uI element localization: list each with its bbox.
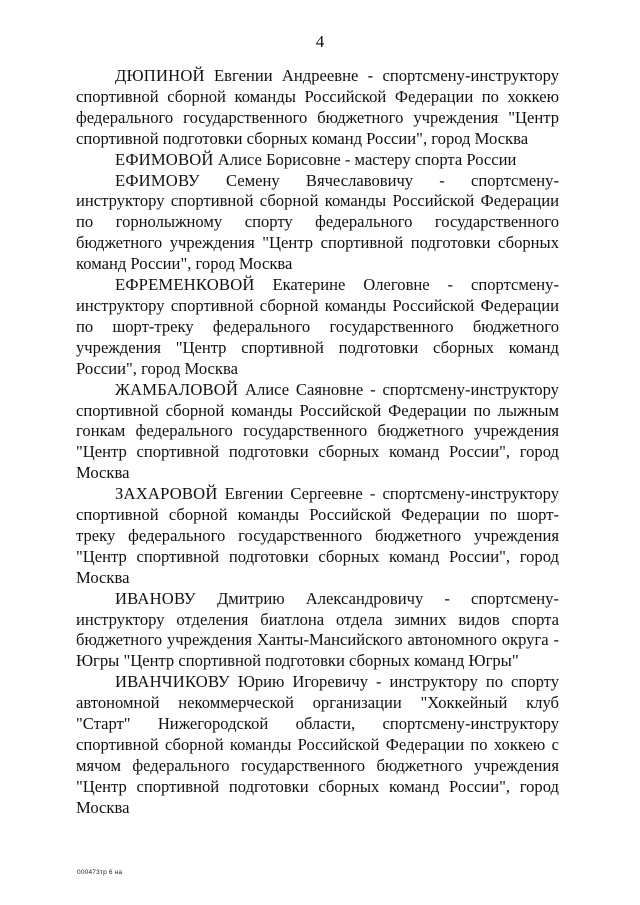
entry-surname: ЕФИМОВУ bbox=[115, 170, 200, 190]
entry-surname: ИВАНОВУ bbox=[115, 588, 196, 608]
entry-surname: ЕФИМОВОЙ bbox=[115, 149, 214, 169]
list-item bbox=[76, 380, 559, 485]
page-number: 4 bbox=[315, 32, 325, 51]
entry-surname: ЖАМБАЛОВОЙ bbox=[115, 379, 239, 399]
list-item bbox=[76, 589, 559, 673]
entry-surname: ЗАХАРОВОЙ bbox=[115, 484, 218, 504]
entry-text: Семену Вячеславовичу - спортсмену-инструктору спортивной сборной команды Российской Федерации по горнолыжному спорту федерального государственного бюджетного учреждения "Центр спортивной подготовки сборных команд России", город Москва bbox=[76, 170, 559, 274]
list-item bbox=[76, 672, 559, 818]
entry-text: Евгении Андреевне - спортсмену-инструктору спортивной сборной команды Российской Федерации по хоккею федерального государственного бюджетного учреждения "Центр спортивной подготовки сборных команд России", город Москва bbox=[76, 66, 559, 148]
entry-text: Юрию Игоревичу - инструктору по спорту автономной некоммерческой организации "Хоккейный клуб "Старт" Нижегородской области, спортсмену-инструктору спортивной сборной команды Российской Федерации по хоккею с мячом федерального государственного бюджетного учреждения "Центр спортивной подготовки сборных команд России", город Москва bbox=[76, 672, 559, 817]
entry-text: Алисе Саяновне - спортсмену-инструктору спортивной сборной команды Российской Федерации по лыжным гонкам федерального государственного бюджетного учреждения "Центр спортивной подготовки сборных команд России", город Москва bbox=[76, 379, 559, 483]
list-item bbox=[76, 150, 559, 171]
list-item bbox=[76, 66, 559, 150]
award-list bbox=[76, 66, 559, 819]
list-item bbox=[76, 484, 559, 589]
entry-surname: ИВАНЧИКОВУ bbox=[115, 672, 230, 692]
entry-surname: ДЮПИНОЙ bbox=[115, 66, 205, 85]
entry-text: Алисе Борисовне - мастеру спорта России bbox=[217, 149, 517, 169]
list-item bbox=[76, 275, 559, 380]
entry-text: Дмитрию Александровичу - спортсмену-инструктору отделения биатлона отдела зимних видов спорта бюджетного учреждения Ханты-Мансийского автономного округа - Югры "Центр спортивной подготовки сборных команд Югры" bbox=[76, 588, 559, 671]
entry-text: Евгении Сергеевне - спортсмену-инструктору спортивной сборной команды Российской Федерации по шорт-треку федерального государственного бюджетного учреждения "Центр спортивной подготовки сборных команд России", город Москва bbox=[76, 484, 559, 587]
list-item bbox=[76, 171, 559, 276]
document-code: 000473тр 6 на bbox=[77, 869, 123, 876]
entry-text: Екатерине Олеговне - спортсмену-инструктору спортивной сборной команды Российской Федерации по шорт-треку федерального государственного бюджетного учреждения "Центр спортивной подготовки сборных команд России", город Москва bbox=[76, 275, 559, 378]
entry-surname: ЕФРЕМЕНКОВОЙ bbox=[115, 275, 255, 295]
